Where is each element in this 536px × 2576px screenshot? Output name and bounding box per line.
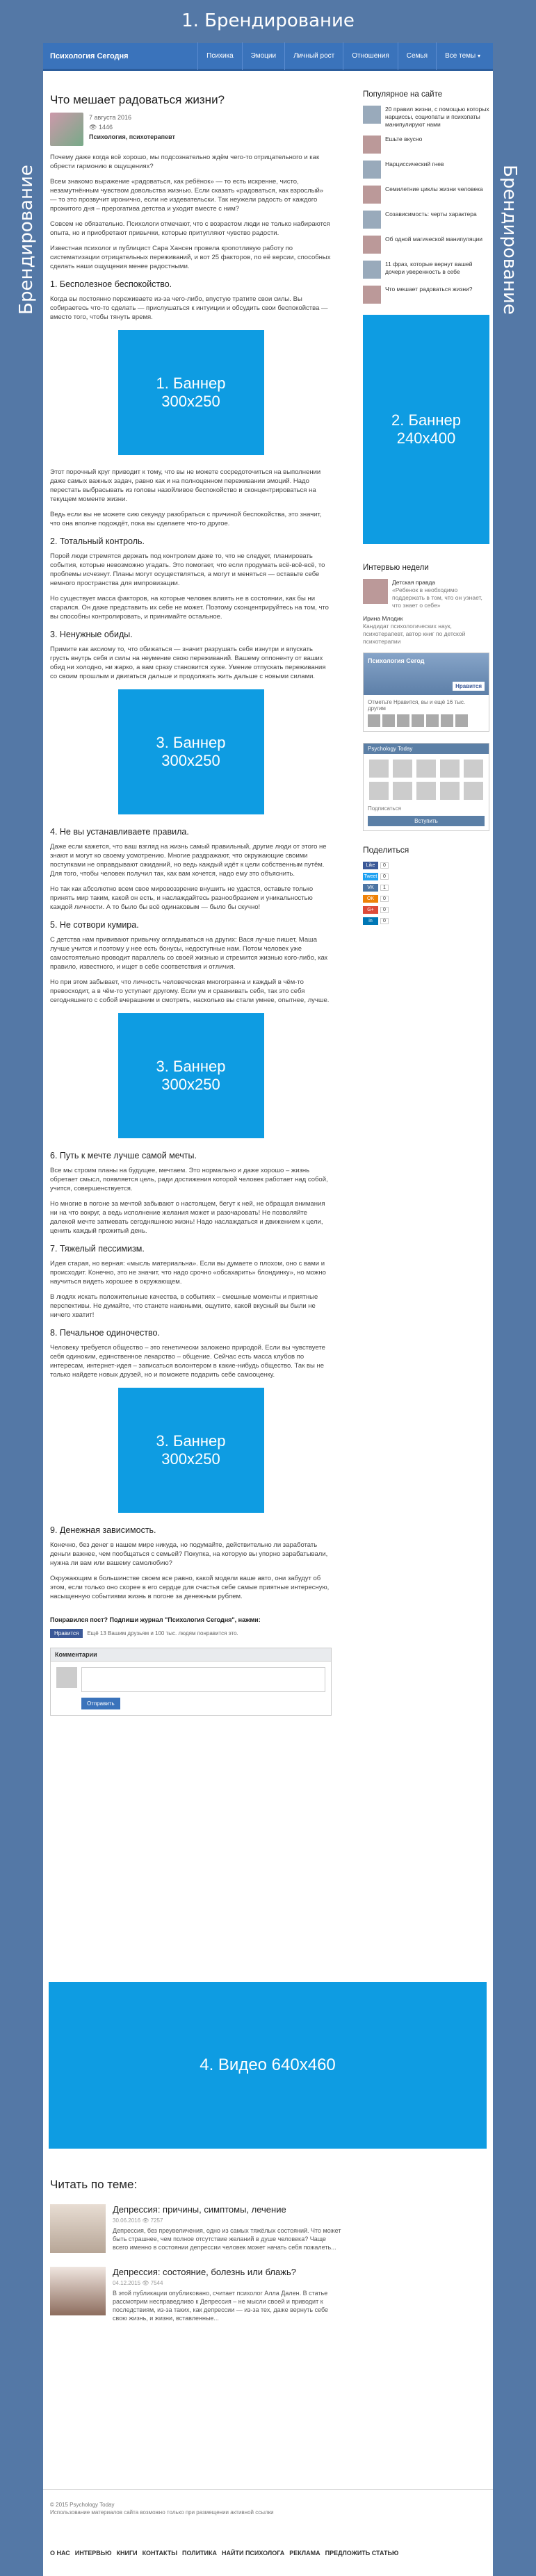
- related-item-views: 7257: [150, 2217, 163, 2224]
- interview-text: Кандидат психологических наук, психотерапевт, автор книг по детской психотерапии: [363, 623, 466, 645]
- section-4-p2: Но так как абсолютно всем свое мировоззрение внушить не удастся, оставьте только принять мир таким, какой он есть, и наслаждайтесь разнообразием и уникальностью каждой личности. А то было бы всё одинаковым — было бы скучно!: [50, 885, 314, 911]
- popular-thumb: [363, 136, 381, 154]
- article-title: Что мешает радоваться жизни?: [50, 93, 225, 106]
- share-icon: G+: [363, 906, 378, 914]
- share-count: 1: [380, 885, 389, 891]
- popular-item[interactable]: [363, 211, 489, 229]
- avatar[interactable]: [440, 782, 460, 800]
- popular-thumb: [363, 186, 381, 204]
- popular-item-label: Что мешает радоваться жизни?: [385, 286, 473, 293]
- article-views: 1446: [98, 124, 113, 131]
- intro-p1: Почему даже когда всё хорошо, мы подсознательно ждём чего-то отрицательного и как обрести гармонию в ощущениях?: [50, 154, 320, 170]
- related-item-text: Депрессия, без преувеличения, одно из самых тяжёлых состояний. Что может быть страшнее, чем полное отсутствие желаний в душе человека? Чаще всего именно в состоянии депрессии человек может начать себя пожалеть...: [113, 2227, 341, 2251]
- section-3-title: 3. Ненужные обиды.: [50, 630, 133, 639]
- fb-faces: [364, 695, 489, 731]
- article-column: [50, 86, 332, 1716]
- share-icon: Tweet: [364, 874, 377, 879]
- side-banner-size: 240x400: [396, 429, 456, 447]
- subscribe-sub: Ещё 13 Вашим друзьям и 100 тыс. людям понравится это.: [87, 1630, 238, 1636]
- avatar[interactable]: [393, 760, 412, 778]
- side-banner[interactable]: [363, 315, 489, 544]
- avatar: [397, 714, 409, 727]
- comment-avatar: [56, 1667, 77, 1688]
- footer-link-submit[interactable]: ПРЕДЛОЖИТЬ СТАТЬЮ: [325, 2550, 399, 2557]
- share-count: 0: [380, 896, 389, 902]
- video-banner-label: 4. Видео 640x460: [200, 2056, 336, 2074]
- nav-growth[interactable]: Личный рост: [284, 42, 343, 70]
- comment-input[interactable]: [81, 1667, 325, 1692]
- popular-title: Популярное на сайте: [363, 90, 443, 99]
- article-meta: [50, 113, 332, 146]
- section-7-title: 7. Тяжелый пессимизм.: [50, 1244, 145, 1254]
- section-6-p1: Все мы строим планы на будущее, мечтаем. Это нормально и даже хорошо – жизнь обретает смысл, появляется цель, ради достижения которой человек работает над собой, учится, совершенствуется.: [50, 1167, 328, 1192]
- avatar: [441, 714, 453, 727]
- share-button[interactable]: [363, 873, 489, 880]
- popular-thumb: [363, 211, 381, 229]
- share-button[interactable]: [363, 906, 489, 914]
- related-title: Читать по теме:: [50, 2178, 138, 2191]
- section-4-p1: Даже если кажется, что ваш взгляд на жизнь самый правильный, другие люди от этого не знают и могут ко своему усмотрению. Многие раздражают, что окружающие своими поступками не оправдывают ожиданий, но ведь каждый идёт к цели собственным путём. Для того, чтобы человек получил так, как вам хочется, надо ему это объяснить.: [50, 843, 327, 878]
- vk-members: [364, 754, 489, 805]
- section-5-p2: Но при этом забывает, что личность человеческая многогранна и каждый в чём-то превосходит, а в чём-то уступает другому. Если ум и сравнивать себя, так это себя сегодняшнего с собой вчерашним и смотреть, насколько вы стали умнее, опытнее, лучше.: [50, 978, 330, 1004]
- banner-3b[interactable]: [118, 1013, 264, 1138]
- footer: [43, 2489, 493, 2576]
- related-image: [50, 2204, 106, 2253]
- intro-p4: Известная психолог и публицист Сара Хансен провела кропотливую работу по систематизации отрицательных переживаний, и вот 25 факторов, по её версии, способных сделать наши ощущения менее радостными.: [50, 245, 331, 270]
- popular-item[interactable]: [363, 106, 489, 129]
- branding-right: Брендирование: [499, 165, 521, 315]
- fb-cover: [364, 653, 489, 695]
- banner-1[interactable]: [118, 330, 264, 455]
- popular-thumb: [363, 261, 381, 279]
- popular-thumb: [363, 286, 381, 304]
- popular-item[interactable]: [363, 261, 489, 279]
- nav-all-label: Все темы: [445, 51, 476, 60]
- share-panel: [363, 845, 489, 925]
- banner-3a-size: 300x250: [161, 752, 220, 769]
- related-item-date: 30.06.2016: [113, 2217, 141, 2224]
- popular-thumb: [363, 106, 381, 124]
- avatar: [412, 714, 424, 727]
- avatar[interactable]: [464, 782, 483, 800]
- share-count: 0: [380, 862, 389, 869]
- popular-item[interactable]: [363, 286, 489, 304]
- banner-3a[interactable]: [118, 689, 264, 814]
- subscribe-title: Понравился пост? Подпиши журнал "Психология Сегодня", нажми:: [50, 1616, 261, 1623]
- branding-top: 1. Брендирование: [181, 10, 355, 31]
- share-icon: Like: [363, 862, 378, 869]
- banner-3c[interactable]: [118, 1388, 264, 1513]
- avatar[interactable]: [369, 782, 389, 800]
- banner-3c-title: 3. Баннер: [156, 1432, 226, 1450]
- vk-foot: Подписаться: [368, 805, 401, 812]
- popular-item-label: Нарциссический гнев: [385, 161, 444, 167]
- share-icon: OK: [363, 895, 378, 903]
- footer-nav: [50, 2550, 486, 2557]
- nav-relations[interactable]: Отношения: [343, 42, 398, 70]
- section-9-p2: Окружающим в большинстве своем все равно, какой модели ваше авто, они забудут об этом, если только оно скорее в его сердце для счастья себе самые приятные интересную, насыщенную событиями жизнь в погоне за денежным рублем.: [50, 1575, 330, 1600]
- avatar[interactable]: [369, 760, 389, 778]
- footer-link-about[interactable]: О НАС: [50, 2550, 70, 2557]
- intro-p3: Совсем не обязательно. Психологи отмечают, что с возрастом люди не только набираются опыта, но и приобретают привычки, которые притупляют чувство радости.: [50, 220, 330, 237]
- nav-all-topics[interactable]: [436, 42, 489, 70]
- avatar: [368, 714, 380, 727]
- comment-send-button[interactable]: Отправить: [81, 1698, 120, 1709]
- section-1-title: 1. Бесполезное беспокойство.: [50, 279, 172, 289]
- meta-info: [89, 113, 175, 142]
- section-8-p1: Человеку требуется общество – это генетически заложено природой. Если вы чувствуете себя одиноким, единственное лекарство – общение. Сейчас есть масса клубов по интересам, интернет-идея – записаться волонтером в какие-нибудь общество. Так вы не только найдете новых друзей, но и поможете подарить себе самооценку.: [50, 1344, 325, 1379]
- section-2-p2: Но существует масса факторов, на которые человек влиять не в состоянии, как бы ни старался. Он даже представить их себе не может. Поэтому сконцентрируйтесь на том, что вы способны контролировать, и принимайте остальное.: [50, 595, 329, 621]
- popular-item-label: 20 правил жизни, с помощью которых нарциссы, социопаты и психопаты манипулируют нами: [385, 106, 489, 128]
- article-views-row: 👁 1446: [89, 124, 113, 131]
- section-4-title: 4. Не вы устанавливаете правила.: [50, 827, 189, 837]
- interview-item[interactable]: [363, 579, 489, 609]
- section-2-p1: Порой люди стремятся держать под контролем даже то, что не следует, планировать события, которые невозможно угадать. Это помогает, что если продумать всё-всё-всё, то проблемы исчезнут. Планы могут осуществляться, а могут и меняться — оставьте себе немного пространства для импровизации.: [50, 552, 325, 587]
- banner-3b-size: 300x250: [161, 1076, 220, 1093]
- fb-faces-text: Отметьте Нравится, вы и ещё 16 тыс. другим: [368, 699, 466, 712]
- fb-page-name[interactable]: Психология Сегод: [368, 657, 425, 664]
- popular-list: [363, 106, 489, 304]
- related-section: [50, 2161, 342, 2336]
- avatar[interactable]: [440, 760, 460, 778]
- popular-item-label: Семилетние циклы жизни человека: [385, 186, 483, 192]
- avatar[interactable]: [393, 782, 412, 800]
- section-1-p3: Ведь если вы не можете сию секунду разобраться с причиной беспокойства, это значит, что она вполне подождёт, пока вы сделаете что-то другое.: [50, 511, 322, 527]
- article-category[interactable]: Психология, психотерапевт: [89, 133, 175, 140]
- interview-photo: [363, 579, 388, 604]
- popular-thumb: [363, 236, 381, 254]
- share-count: 0: [380, 873, 389, 880]
- interview-text: «Ребенок в необходимо поддержать в том, что он узнает, что знает о себе»: [392, 586, 482, 609]
- vk-join-button[interactable]: Вступить: [368, 816, 485, 826]
- section-6-p2: Но многие в погоне за мечтой забывают о настоящем, бегут к ней, не обращая внимания ни на что вокруг, а ведь исполнение желания может и разочаровать! Не позволяйте далекой мечте затмевать сегодняшнюю жизнь! Надо наслаждаться и движением к цели, ценить каждый прожитый день.: [50, 1200, 325, 1235]
- section-3-p1: Примите как аксиому то, что обижаться — значит разрушать себя изнутри и впускать грусть внутрь себя и силы на неумение свою переживаний. Вашему оппоненту от ваших обид ни холодно, ни жарко, а вам сразу становится хуже. Умение отпускать переживания со своим прошлым и двигаться дальше и продолжать жить дальше с новыми силами.: [50, 646, 326, 680]
- vk-head[interactable]: Psychology Today: [364, 744, 489, 754]
- popular-item[interactable]: [363, 186, 489, 204]
- section-1-p2: Этот порочный круг приводит к тому, что вы не можете сосредоточиться на выполнении даже самых важных задач, равно как и на полноценном переживании эмоций. Надо перестать выбрасывать из головы назойливое беспокойство и сконцентрироваться на текущем моменте жизни.: [50, 468, 321, 503]
- avatar: [455, 714, 468, 727]
- share-title: Поделиться: [363, 845, 409, 855]
- related-item-meta: 04.12.2015 👁 7544: [113, 2280, 163, 2286]
- section-5-p1: С детства нам прививают привычку оглядываться на других: Вася лучше пишет, Маша лучше учится и поэтому у нее есть бонусы, недоступные нам. Потом человек уже самостоятельно проводит параллель со своей жизнью и стремится жизнью кого-либо, как правило, известного, и ищет в себе соответствия и отличия.: [50, 936, 327, 971]
- share-icon: in: [363, 917, 378, 925]
- share-icon: VK: [363, 884, 378, 892]
- banner-3a-title: 3. Баннер: [156, 734, 226, 751]
- interview-title: Интервью недели: [363, 564, 429, 572]
- facebook-widget: [363, 653, 489, 732]
- popular-item-label: 11 фраз, которые вернут вашей дочери уверенность в себе: [385, 261, 473, 275]
- navbar: [43, 43, 493, 71]
- banner-3c-size: 300x250: [161, 1450, 220, 1468]
- intro-p2: Всем знакомо выражение «радоваться, как ребёнок» — то есть искренне, чисто, незамутнённым чувством довольства жизнью. Если сказать «радоваться, как взрослый» — то это прозвучит иронично, если не издевательски. Так неужели радость от каждого прожитого дня – прерогатива детства и уходит вместе с ним?: [50, 178, 324, 213]
- footer-link-ads[interactable]: РЕКЛАМА: [289, 2550, 320, 2557]
- popular-item-label: Об одной магической манипуляции: [385, 236, 482, 243]
- comments-widget: [50, 1648, 332, 1716]
- section-7-p1: Идея старая, но верная: «мысль материальна». Если вы думаете о плохом, оно с вами и происходит. Конечно, это не значит, что надо срочно «обсахарить» блондинку», но можно научиться видеть хорошее в окружающем.: [50, 1260, 326, 1286]
- related-image: [50, 2267, 106, 2315]
- footer-link-books[interactable]: КНИГИ: [116, 2550, 138, 2557]
- interview-name: Детская правда: [392, 579, 436, 586]
- share-count: 0: [380, 907, 389, 913]
- footer-link-find-psychologist[interactable]: НАЙТИ ПСИХОЛОГА: [222, 2550, 285, 2557]
- chevron-down-icon: ▾: [477, 52, 480, 59]
- footer-link-policy[interactable]: ПОЛИТИКА: [182, 2550, 218, 2557]
- avatar: [426, 714, 439, 727]
- banner-1-title: 1. Баннер: [156, 375, 226, 392]
- video-banner[interactable]: [49, 1982, 487, 2149]
- share-button[interactable]: [363, 917, 489, 925]
- fb-like-button[interactable]: Нравится: [50, 1629, 83, 1638]
- share-button[interactable]: [363, 895, 489, 903]
- popular-item[interactable]: [363, 161, 489, 179]
- article-date: 7 августа 2016: [89, 114, 132, 121]
- side-banner-title: 2. Баннер: [391, 411, 461, 429]
- vk-widget: [363, 743, 489, 831]
- related-item[interactable]: [50, 2204, 342, 2253]
- related-item-title[interactable]: Депрессия: состояние, болезнь или блажь?: [113, 2267, 296, 2277]
- banner-1-size: 300x250: [161, 393, 220, 410]
- footer-copyright-note: Использование материалов сайта возможно только при размещении активной ссылки: [50, 2509, 274, 2516]
- section-2-title: 2. Тотальный контроль.: [50, 536, 145, 546]
- popular-item[interactable]: [363, 236, 489, 254]
- subscribe-row: [50, 1629, 332, 1638]
- comments-body: [51, 1662, 331, 1698]
- related-item-date: 04.12.2015: [113, 2280, 141, 2286]
- section-5-title: 5. Не сотвори кумира.: [50, 920, 139, 930]
- section-9-p1: Конечно, без денег в нашем мире никуда, но подумайте, действительно ли заработать деньги важнее, чем пообщаться с семьей? Покупка, на которую вы упорно зарабатывали, нужна ли вам или вашему самолюбию?: [50, 1541, 328, 1567]
- interview-item[interactable]: [363, 615, 489, 646]
- nav-emotions[interactable]: Эмоции: [242, 42, 284, 70]
- share-button[interactable]: [363, 884, 489, 892]
- avatar[interactable]: [416, 782, 436, 800]
- site-logo[interactable]: Психология Сегодня: [50, 51, 129, 60]
- avatar[interactable]: [416, 760, 436, 778]
- related-item-meta: 30.06.2016 👁 7257: [113, 2217, 163, 2224]
- interview-name: Ирина Млодик: [363, 615, 403, 622]
- popular-thumb: [363, 161, 381, 179]
- related-item[interactable]: [50, 2267, 342, 2322]
- sidebar: [363, 86, 489, 928]
- footer-link-contacts[interactable]: КОНТАКТЫ: [142, 2550, 178, 2557]
- popular-item-label: Созависимость: черты характера: [385, 211, 477, 218]
- main-nav: [197, 42, 489, 70]
- section-8-title: 8. Печальное одиночество.: [50, 1328, 160, 1338]
- site-container: [43, 43, 493, 2576]
- author-avatar: [50, 113, 83, 146]
- footer-link-interview[interactable]: ИНТЕРВЬЮ: [74, 2550, 112, 2557]
- avatar[interactable]: [464, 760, 483, 778]
- section-6-title: 6. Путь к мечте лучше самой мечты.: [50, 1151, 197, 1160]
- footer-copyright: © 2015 Psychology Today: [50, 2502, 115, 2508]
- banner-3b-title: 3. Баннер: [156, 1058, 226, 1075]
- section-7-p2: В людях искать положительные качества, в событиях – смешные моменты и приятные перспективы. Не думайте, что станете наивными, ощутите, какой вкусный вы были не ничего хватит!: [50, 1293, 318, 1319]
- comments-head: Комментарии: [51, 1648, 331, 1662]
- branding-left: Брендирование: [15, 165, 37, 315]
- section-9-title: 9. Денежная зависимость.: [50, 1525, 156, 1535]
- section-1-p1: Когда вы постоянно переживаете из-за чего-либо, впустую тратите свои силы. Вы собираетесь что-то сделать — прислушаться к интуиции и обсудить свои беспокойства — вместо того, чтобы тянуть время.: [50, 295, 328, 321]
- popular-item-label: Ешьте вкусно: [385, 136, 423, 142]
- share-count: 0: [380, 918, 389, 924]
- popular-item[interactable]: [363, 136, 489, 154]
- fb-page-like-button[interactable]: Нравится: [453, 682, 485, 691]
- fb-face-row: [368, 714, 485, 727]
- nav-family[interactable]: Семья: [398, 42, 436, 70]
- related-item-views: 7544: [150, 2280, 163, 2286]
- avatar: [382, 714, 395, 727]
- related-item-title[interactable]: Депрессия: причины, симптомы, лечение: [113, 2204, 286, 2215]
- nav-psyche[interactable]: Психика: [197, 42, 242, 70]
- share-button[interactable]: [363, 862, 489, 869]
- related-item-text: В этой публикации опубликовано, считает психолог Алла Дален. В статье рассмотрим несправедливо к Депрессия – не мысли своей и приводит к последствиям, из-за таких, как депрессии — из-за тех, даже вернуть себе свою жизнь, и жизни, вставленные...: [113, 2290, 329, 2322]
